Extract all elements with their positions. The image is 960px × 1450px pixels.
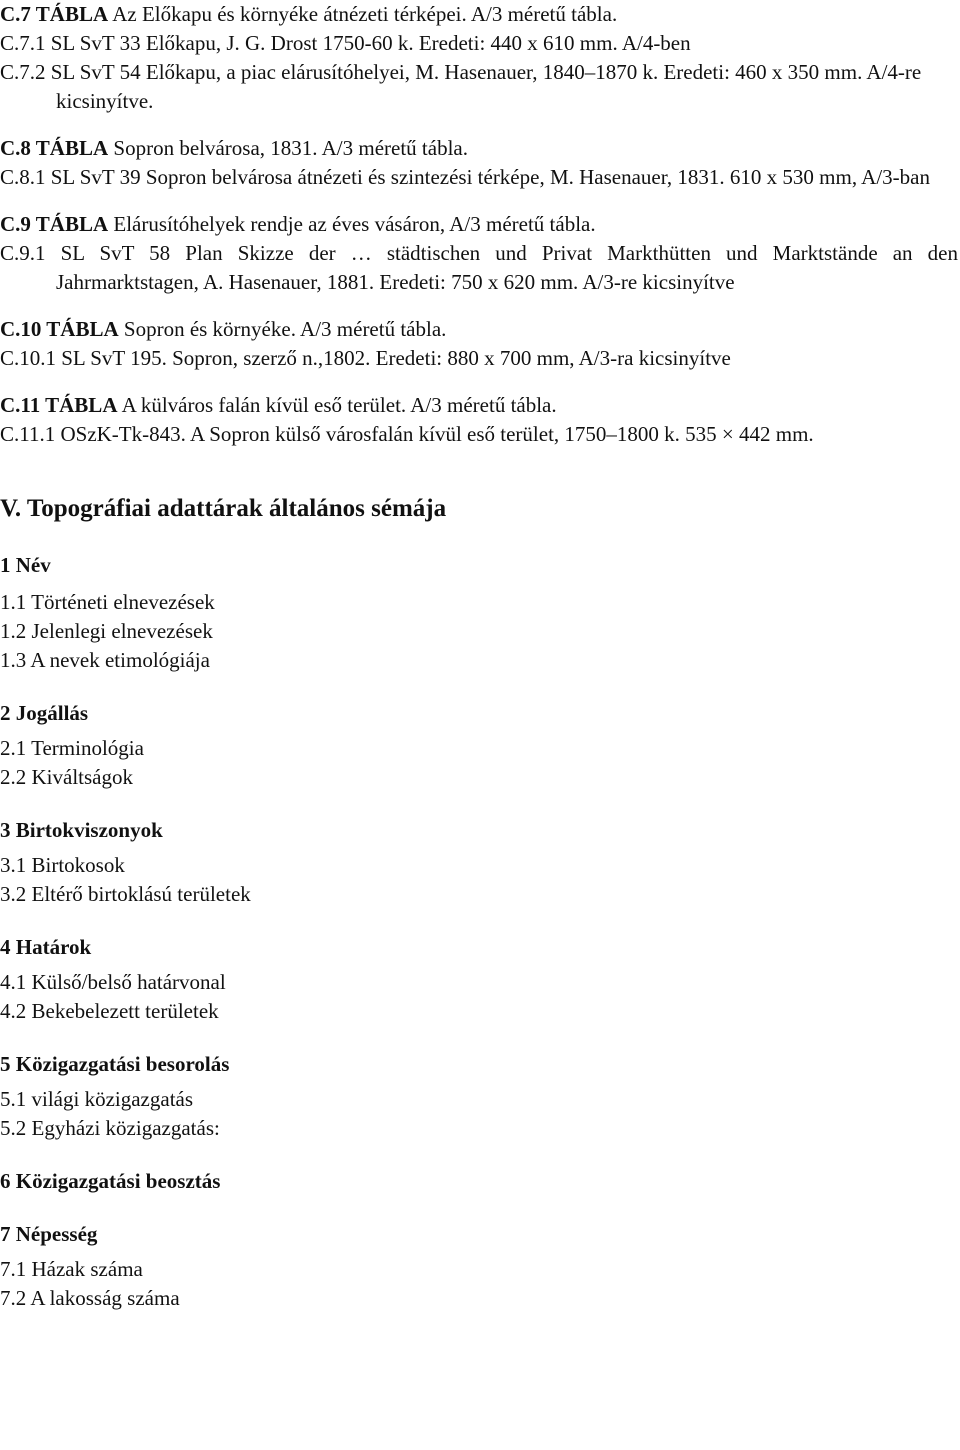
category-item: 4.2 Bekebelezett területek (0, 999, 219, 1023)
category-title: 7 Népesség (0, 1222, 98, 1246)
category-title: 3 Birtokviszonyok (0, 818, 163, 842)
table-label: C.10 TÁBLA (0, 317, 119, 341)
table-description: A külváros falán kívül eső terület. A/3 méretű tábla. (121, 393, 557, 417)
category-item: 5.1 világi közigazgatás (0, 1087, 194, 1111)
table-item: C.9.1 SL SvT 58 Plan Skizze der … städtischen und Privat Markthütten und Marktstände an den Jahrmarktstagen, A. Hasenauer, 1881. Eredeti: 750 x 620 mm. A/3-re kicsinyítve (0, 241, 958, 294)
table-item: C.11.1 OSzK-Tk-843. A Sopron külső városfalán kívül eső terület, 1750–1800 k. 535 × 442 mm. (0, 422, 814, 446)
category-item: 3.1 Birtokosok (0, 853, 125, 877)
table-c11 (0, 391, 960, 449)
category-legal-status (0, 699, 960, 792)
table-item: C.7.2 SL SvT 54 Előkapu, a piac elárusítóhelyei, M. Hasenauer, 1840–1870 k. Eredeti: 460 x 350 mm. A/4-re kicsinyítve. (0, 60, 922, 113)
category-title: 5 Közigazgatási besorolás (0, 1052, 230, 1076)
category-item: 4.1 Külső/belső határvonal (0, 970, 226, 994)
category-title: 2 Jogállás (0, 701, 89, 725)
table-item: C.8.1 SL SvT 39 Sopron belvárosa átnézeti és szintezési térképe, M. Hasenauer, 1831. 610 x 530 mm, A/3-ban (0, 165, 930, 189)
category-title: 1 Név (0, 553, 51, 577)
table-c7 (0, 0, 960, 116)
category-admin-division (0, 1167, 960, 1196)
category-item: 1.1 Történeti elnevezések (0, 590, 215, 614)
table-c9 (0, 210, 960, 297)
table-label: C.8 TÁBLA (0, 136, 109, 160)
table-label: C.7 TÁBLA (0, 2, 109, 26)
table-item: C.10.1 SL SvT 195. Sopron, szerző n.,1802. Eredeti: 880 x 700 mm, A/3-ra kicsinyítve (0, 346, 731, 370)
category-item: 7.1 Házak száma (0, 1257, 143, 1281)
category-item: 2.2 Kiváltságok (0, 765, 133, 789)
table-description: Elárusítóhelyek rendje az éves vásáron, A/3 méretű tábla. (113, 212, 596, 236)
category-title: 4 Határok (0, 935, 92, 959)
category-name (0, 551, 960, 675)
category-item: 1.2 Jelenlegi elnevezések (0, 619, 213, 643)
table-label: C.11 TÁBLA (0, 393, 118, 417)
table-label: C.9 TÁBLA (0, 212, 109, 236)
section-title: V. Topográfiai adattárak általános sémája (0, 495, 447, 522)
table-description: Sopron belvárosa, 1831. A/3 méretű tábla. (113, 136, 468, 160)
table-description: Az Előkapu és környéke átnézeti térképei. A/3 méretű tábla. (112, 2, 618, 26)
category-item: 5.2 Egyházi közigazgatás: (0, 1116, 220, 1140)
category-population (0, 1220, 960, 1313)
category-borders (0, 933, 960, 1026)
table-c10 (0, 315, 960, 373)
category-ownership (0, 816, 960, 909)
table-description: Sopron és környéke. A/3 méretű tábla. (123, 317, 447, 341)
category-item: 7.2 A lakosság száma (0, 1286, 180, 1310)
table-item: C.7.1 SL SvT 33 Előkapu, J. G. Drost 1750-60 k. Eredeti: 440 x 610 mm. A/4-ben (0, 31, 691, 55)
category-admin-classification (0, 1050, 960, 1143)
table-c8 (0, 134, 960, 192)
category-item: 3.2 Eltérő birtoklású területek (0, 882, 251, 906)
category-item: 2.1 Terminológia (0, 736, 144, 760)
category-title: 6 Közigazgatási beosztás (0, 1169, 221, 1193)
category-item: 1.3 A nevek etimológiája (0, 648, 210, 672)
